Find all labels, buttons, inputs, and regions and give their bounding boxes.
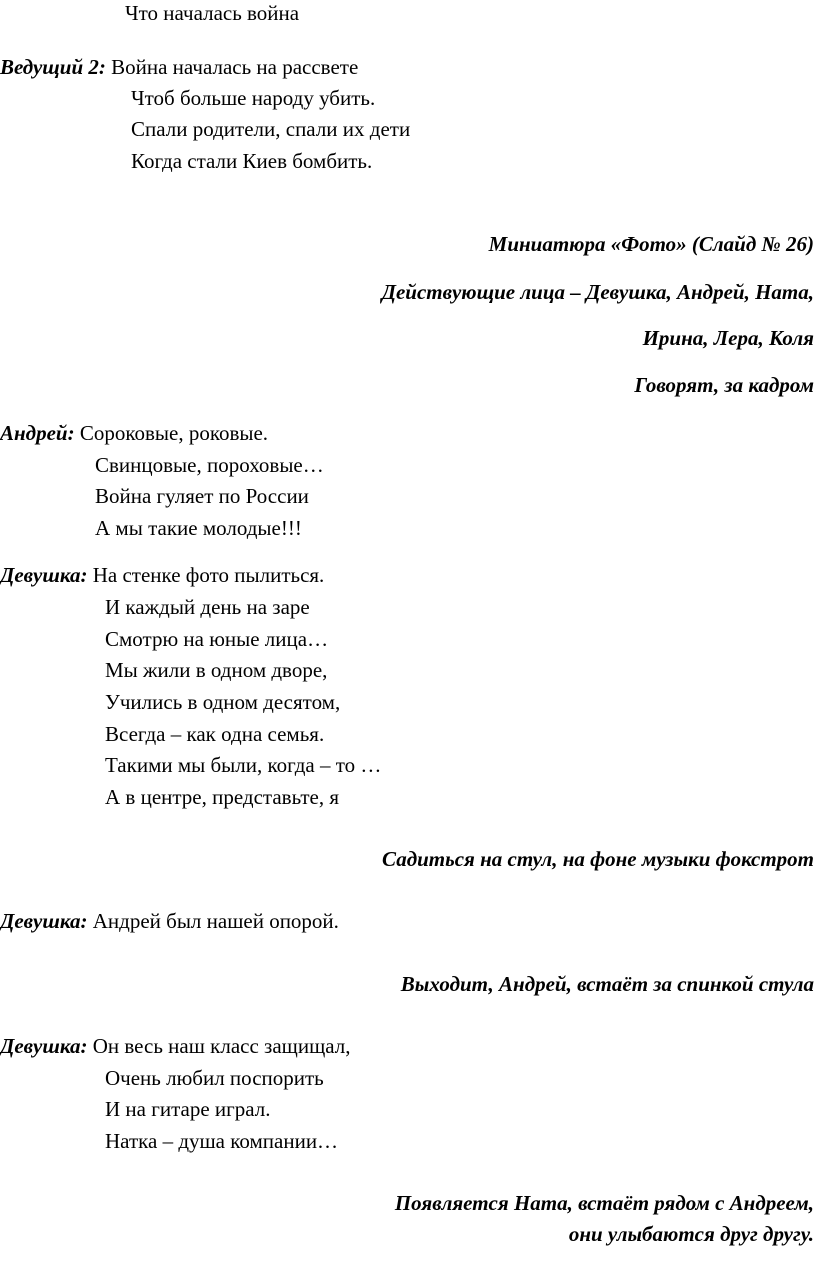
stage-direction: Говорят, за кадром xyxy=(634,373,814,397)
stage-direction: Выходит, Андрей, встаёт за спинкой стула xyxy=(400,972,814,996)
verse-line: Андрей был нашей опорой. xyxy=(92,909,339,933)
verse-line: И на гитаре играл. xyxy=(105,1097,271,1121)
verse-line: На стенке фото пылиться. xyxy=(92,563,325,587)
verse-line: Что началась война xyxy=(125,1,300,25)
speaker-label: Девушка: xyxy=(0,563,88,587)
speaker-label: Андрей: xyxy=(0,421,75,445)
verse-line: Такими мы были, когда – то … xyxy=(105,753,382,777)
verse-line: Натка – душа компании… xyxy=(105,1129,339,1153)
verse-line: Спали родители, спали их дети xyxy=(131,117,411,141)
verse-line: Всегда – как одна семья. xyxy=(105,722,325,746)
verse-line: А мы такие молодые!!! xyxy=(95,516,302,540)
verse-line: Мы жили в одном дворе, xyxy=(105,658,328,682)
verse-line: Он весь наш класс защищал, xyxy=(92,1034,351,1058)
verse-line: Очень любил поспорить xyxy=(105,1066,324,1090)
cast-line: Ирина, Лера, Коля xyxy=(642,326,814,350)
host-first-line xyxy=(0,54,358,80)
cast-line: Действующие лица – Девушка, Андрей, Ната, xyxy=(381,280,814,304)
stage-direction: они улыбаются друг другу. xyxy=(568,1222,814,1246)
girl-first-line xyxy=(0,1033,350,1059)
verse-line: Война началась на рассвете xyxy=(111,55,359,79)
verse-line: Свинцовые, пороховые… xyxy=(95,453,324,477)
verse-line: И каждый день на заре xyxy=(105,595,310,619)
stage-direction: Появляется Ната, встаёт рядом с Андреем, xyxy=(394,1191,814,1215)
verse-line: А в центре, представьте, я xyxy=(105,785,340,809)
verse-line: Война гуляет по России xyxy=(95,484,309,508)
verse-line: Учились в одном десятом, xyxy=(105,690,341,714)
girl-first-line xyxy=(0,562,324,588)
stage-direction: Садиться на стул, на фоне музыки фокстрот xyxy=(382,847,814,871)
speaker-label: Девушка: xyxy=(0,909,88,933)
verse-line: Когда стали Киев бомбить. xyxy=(131,149,373,173)
speaker-label: Ведущий 2: xyxy=(0,55,106,79)
girl-block-2 xyxy=(0,908,339,934)
andrey-first-line xyxy=(0,420,268,446)
verse-line: Чтоб больше народу убить. xyxy=(131,86,376,110)
verse-line: Сороковые, роковые. xyxy=(79,421,269,445)
speaker-label: Девушка: xyxy=(0,1034,88,1058)
scene-title: Миниатюра «Фото» (Слайд № 26) xyxy=(488,232,814,256)
verse-line: Смотрю на юные лица… xyxy=(105,627,329,651)
